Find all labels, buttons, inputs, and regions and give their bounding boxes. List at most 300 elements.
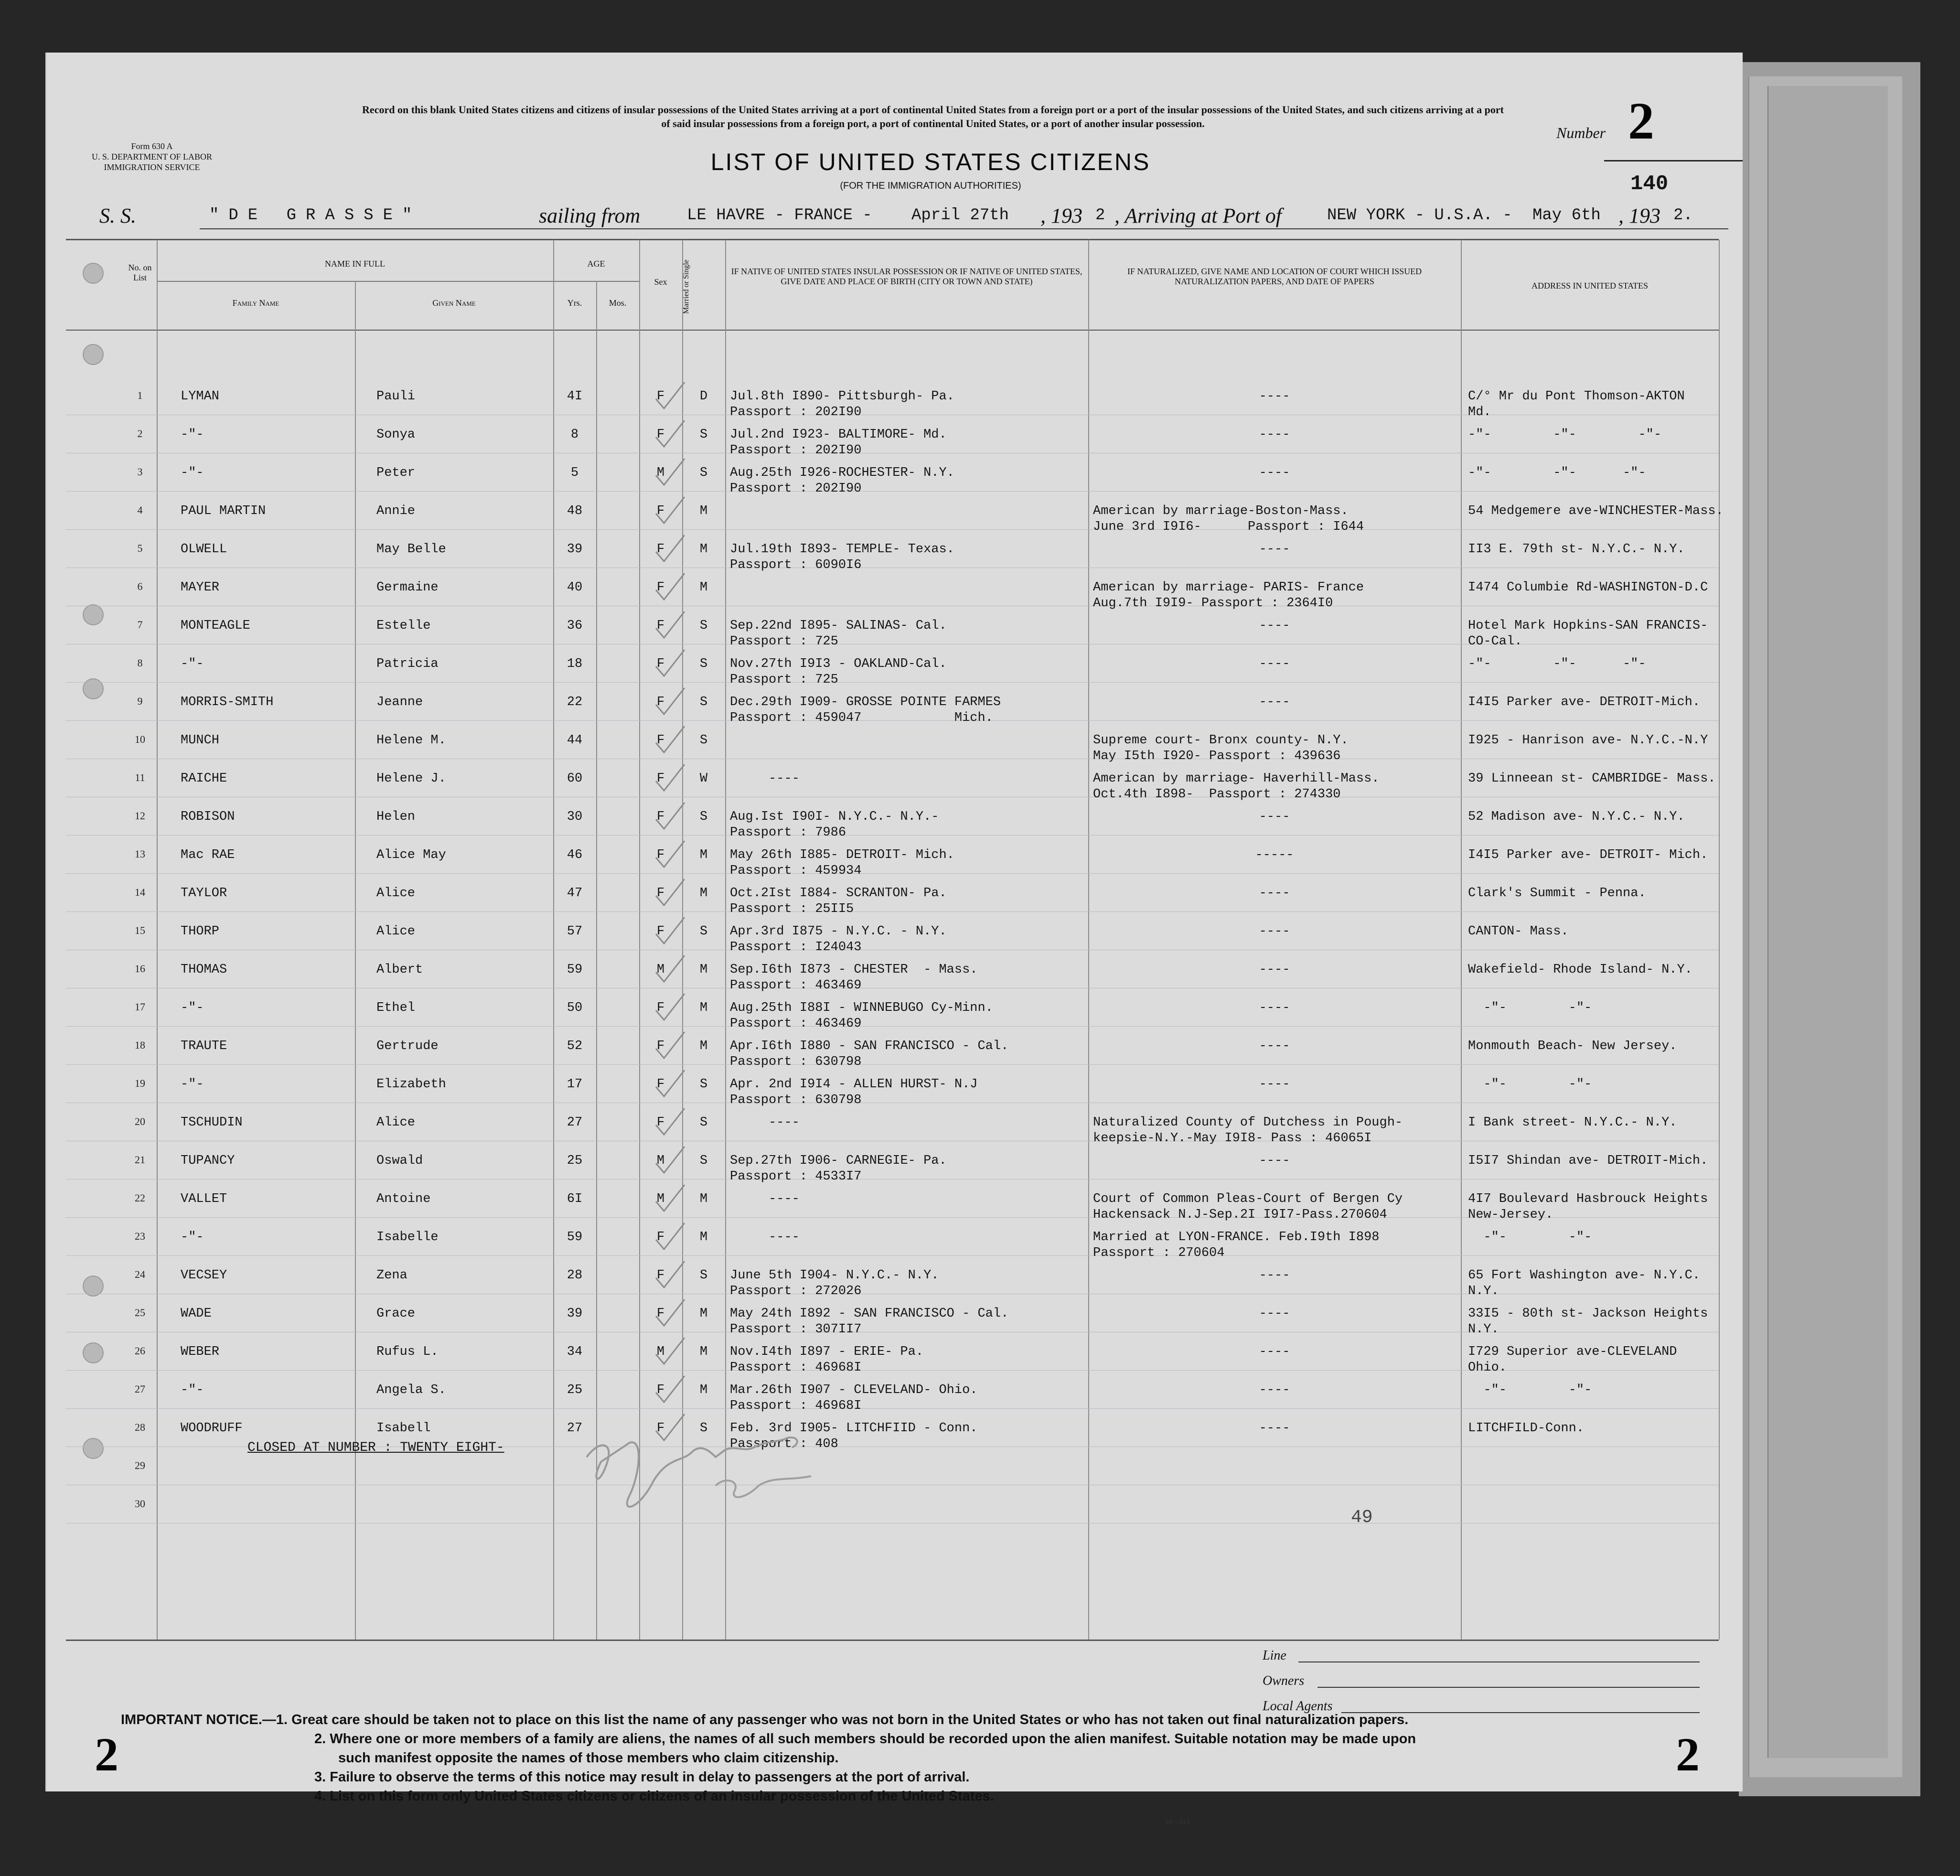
address-2: N.Y.: [1468, 1284, 1499, 1298]
check-mark-icon: [653, 611, 687, 640]
table-top-rule: [66, 239, 1719, 240]
age-years: 17: [567, 1077, 583, 1092]
marital-status: S: [699, 1115, 708, 1130]
naturalization-info: American by marriage-Boston-Mass.: [1093, 504, 1349, 518]
family-name: WEBER: [181, 1345, 220, 1359]
passport-info: Passport : 725: [730, 673, 838, 687]
notice-2a: 2. Where one or more members of a family are aliens, the names of all such members should be recorded upon the alien manifest. Suitable notation may be made upon: [314, 1731, 1416, 1747]
passport-info: Passport : 630798: [730, 1055, 862, 1069]
age-years: 44: [567, 733, 583, 748]
family-name: -"-: [181, 1077, 204, 1092]
passport-info: Passport : 7986: [730, 825, 846, 840]
family-name: OLWELL: [181, 542, 227, 557]
check-mark-icon: [653, 764, 687, 793]
birth-info: Nov.I4th I897 - ERIE- Pa.: [730, 1345, 924, 1359]
row-rule: [66, 873, 1719, 874]
punch-hole: [83, 1342, 104, 1363]
row-number: 14: [135, 886, 145, 898]
family-name: TUPANCY: [181, 1154, 235, 1168]
marital-status: S: [699, 733, 708, 748]
age-years: 27: [567, 1115, 583, 1130]
check-mark-icon: [653, 1338, 687, 1366]
marital-status: S: [699, 657, 708, 671]
naturalization-info: ----: [1259, 542, 1290, 557]
row-number: 25: [135, 1307, 145, 1319]
row-number: 4: [137, 504, 143, 516]
check-mark-icon: [653, 1032, 687, 1061]
sex: M: [656, 1154, 665, 1168]
check-mark-icon: [653, 1185, 687, 1213]
address: CANTON- Mass.: [1468, 924, 1569, 939]
punch-hole: [83, 678, 104, 699]
marital-status: S: [699, 428, 708, 442]
sex: F: [656, 1268, 665, 1283]
given-name: Helene M.: [376, 733, 446, 748]
row-number: 7: [137, 619, 143, 631]
age-years: 4I: [567, 389, 583, 404]
sex: F: [656, 619, 665, 633]
row-number: 5: [137, 542, 143, 554]
address-2: Md.: [1468, 405, 1491, 419]
number-underline: [1604, 160, 1743, 161]
col-divider: [355, 281, 356, 1640]
col-divider: [1719, 240, 1720, 1640]
page-stack-edge: [1767, 86, 1888, 1758]
sex: F: [656, 1307, 665, 1321]
department: U. S. DEPARTMENT OF LABOR: [92, 152, 212, 161]
footer-rule: [66, 1640, 1719, 1641]
sex: F: [656, 1115, 665, 1130]
naturalization-info: ----: [1259, 695, 1290, 709]
row-number: 29: [135, 1459, 145, 1471]
ss-label: S. S.: [99, 204, 136, 227]
sex: F: [656, 504, 665, 518]
birth-info: Nov.27th I9I3 - OAKLAND-Cal.: [730, 657, 947, 671]
check-mark-icon: [653, 420, 687, 449]
marital-status: D: [699, 389, 708, 404]
naturalization-info: ----: [1259, 1077, 1290, 1092]
given-name: Oswald: [376, 1154, 423, 1168]
form-number: Form 630 A: [131, 141, 173, 151]
passport-info: Passport : 202I90: [730, 443, 862, 458]
col-divider: [1461, 240, 1462, 1640]
naturalization-info: Married at LYON-FRANCE. Feb.I9th I898: [1093, 1230, 1380, 1244]
marital-status: S: [699, 695, 708, 709]
given-name: Antoine: [376, 1192, 431, 1206]
row-number: 15: [135, 924, 145, 936]
sex: F: [656, 1077, 665, 1092]
birth-info: Mar.26th I907 - CLEVELAND- Ohio.: [730, 1383, 978, 1397]
col-head-birth: IF NATIVE OF UNITED STATES INSULAR POSSESSION OR IF NATIVE OF UNITED STATES, GIVE DATE AND PLACE OF BIRTH (CITY OR TOWN AND STATE): [731, 267, 1082, 286]
col-head-married: Married or Single: [682, 259, 690, 314]
age-years: 59: [567, 963, 583, 977]
address: I5I7 Shindan ave- DETROIT-Mich.: [1468, 1154, 1708, 1168]
notice-3: 3. Failure to observe the terms of this notice may result in delay to passengers at the port of arrival.: [314, 1769, 970, 1785]
birth-info: Feb. 3rd I905- LITCHFIID - Conn.: [730, 1421, 978, 1436]
naturalization-info: ----: [1259, 1154, 1290, 1168]
row-number: 23: [135, 1230, 145, 1242]
naturalization-date: May I5th I920- Passport : 439636: [1093, 749, 1341, 763]
address: C/° Mr du Pont Thomson-AKTON: [1468, 389, 1685, 404]
address: 33I5 - 80th st- Jackson Heights: [1468, 1307, 1708, 1321]
naturalization-info: ----: [1259, 657, 1290, 671]
birth-info: Oct.2Ist I884- SCRANTON- Pa.: [730, 886, 947, 900]
row-rule: [66, 1408, 1719, 1409]
sex: M: [656, 1192, 665, 1206]
given-name: Alice: [376, 924, 416, 939]
family-name: MORRIS-SMITH: [181, 695, 274, 709]
agents-label: Local Agents: [1263, 1699, 1333, 1714]
marital-status: M: [699, 886, 708, 900]
sex: F: [656, 389, 665, 404]
passport-info: Passport : 25II5: [730, 902, 854, 916]
passport-info: Passport : 725: [730, 634, 838, 649]
age-years: 48: [567, 504, 583, 518]
naturalization-info: Court of Common Pleas-Court of Bergen Cy: [1093, 1192, 1403, 1206]
naturalization-info: ----: [1259, 1345, 1290, 1359]
birth-info: ----: [730, 1230, 800, 1244]
marital-status: M: [699, 504, 708, 518]
age-years: 57: [567, 924, 583, 939]
marital-status: S: [699, 924, 708, 939]
family-name: -"-: [181, 657, 204, 671]
given-name: Estelle: [376, 619, 431, 633]
birth-info: Sep.27th I906- CARNEGIE- Pa.: [730, 1154, 947, 1168]
notice-1: —1. Great care should be taken not to place on this list the name of any passenger who was not born in the United States or who has not taken out final naturalization papers.: [262, 1712, 1409, 1727]
given-name: Gertrude: [376, 1039, 439, 1053]
given-name: Peter: [376, 466, 416, 480]
sex: F: [656, 428, 665, 442]
sex: F: [656, 1383, 665, 1397]
col-head-given: Given Name: [432, 298, 476, 308]
row-number: 27: [135, 1383, 145, 1395]
address: II3 E. 79th st- N.Y.C.- N.Y.: [1468, 542, 1685, 557]
check-mark-icon: [653, 1376, 687, 1404]
check-mark-icon: [653, 803, 687, 831]
marital-status: S: [699, 1268, 708, 1283]
naturalization-info: ----: [1259, 428, 1290, 442]
birth-info: Jul.2nd I923- BALTIMORE- Md.: [730, 428, 947, 442]
address-2: N.Y.: [1468, 1322, 1499, 1337]
page-title: LIST OF UNITED STATES CITIZENS: [710, 149, 1151, 175]
family-name: MONTEAGLE: [181, 619, 250, 633]
check-mark-icon: [653, 573, 687, 602]
marital-status: M: [699, 1383, 708, 1397]
naturalization-info: ----: [1259, 1307, 1290, 1321]
birth-info: ----: [730, 1115, 800, 1130]
row-number: 16: [135, 963, 145, 975]
given-name: May Belle: [376, 542, 446, 557]
year-prefix-2: , 193: [1618, 204, 1660, 227]
address: Wakefield- Rhode Island- N.Y.: [1468, 963, 1692, 977]
row-number: 26: [135, 1345, 145, 1357]
family-name: VALLET: [181, 1192, 227, 1206]
given-name: Sonya: [376, 428, 416, 442]
col-head-address: ADDRESS IN UNITED STATES: [1531, 281, 1649, 290]
given-name: Pauli: [376, 389, 416, 404]
row-number: 6: [137, 580, 143, 592]
age-years: 59: [567, 1230, 583, 1244]
sex: F: [656, 1001, 665, 1015]
naturalization-info: ----: [1259, 963, 1290, 977]
owners-label: Owners: [1263, 1673, 1305, 1688]
family-name: Mac RAE: [181, 848, 235, 862]
col-divider: [157, 240, 158, 1640]
punch-hole: [83, 344, 104, 365]
family-name: PAUL MARTIN: [181, 504, 266, 518]
list-number: 2: [1628, 92, 1654, 150]
address: I4I5 Parker ave- DETROIT-Mich.: [1468, 695, 1701, 709]
age-years: 60: [567, 772, 583, 786]
given-name: Elizabeth: [376, 1077, 446, 1092]
given-name: Rufus L.: [376, 1345, 439, 1359]
birth-info: Dec.29th I909- GROSSE POINTE FARMES: [730, 695, 1001, 709]
row-number: 28: [135, 1421, 145, 1433]
line-label: Line: [1263, 1648, 1286, 1663]
sex: M: [656, 1345, 665, 1359]
given-name: Isabell: [376, 1421, 431, 1436]
col-head-naturalized: IF NATURALIZED, GIVE NAME AND LOCATION OF COURT WHICH ISSUED NATURALIZATION PAPERS, AND DATE OF PAPERS: [1127, 267, 1422, 286]
row-number: 24: [135, 1268, 145, 1280]
arrival-date: May 6th: [1532, 206, 1601, 225]
table-header-rule: [66, 330, 1719, 331]
big-number-right: 2: [1676, 1728, 1700, 1781]
row-rule: [66, 835, 1719, 836]
birth-info: ----: [730, 772, 800, 786]
check-mark-icon: [653, 879, 687, 908]
age-years: 52: [567, 1039, 583, 1053]
naturalization-date: keepsie-N.Y.-May I9I8- Pass : 46065I: [1093, 1131, 1372, 1146]
check-mark-icon: [653, 1108, 687, 1137]
address: LITCHFILD-Conn.: [1468, 1421, 1585, 1436]
age-years: 8: [570, 428, 579, 442]
address: I Bank street- N.Y.C.- N.Y.: [1468, 1115, 1677, 1130]
family-name: MAYER: [181, 580, 220, 595]
check-mark-icon: [653, 1223, 687, 1252]
owners-field: [1317, 1687, 1700, 1688]
sex: F: [656, 1039, 665, 1053]
row-number: 18: [135, 1039, 145, 1051]
marital-status: M: [699, 1307, 708, 1321]
manifest-sheet: [45, 53, 1743, 1825]
address: 65 Fort Washington ave- N.Y.C.: [1468, 1268, 1701, 1283]
check-mark-icon: [653, 994, 687, 1022]
passport-info: Passport : 202I90: [730, 482, 862, 496]
marital-status: M: [699, 1345, 708, 1359]
sex: F: [656, 848, 665, 862]
birth-info: Apr. 2nd I9I4 - ALLEN HURST- N.J: [730, 1077, 978, 1092]
naturalization-info: American by marriage- Haverhill-Mass.: [1093, 772, 1380, 786]
naturalization-info: ----: [1259, 1268, 1290, 1283]
given-name: Germaine: [376, 580, 439, 595]
row-number: 20: [135, 1115, 145, 1127]
sex: F: [656, 695, 665, 709]
check-mark-icon: [653, 1261, 687, 1290]
age-years: 25: [567, 1154, 583, 1168]
departure-port: LE HAVRE - FRANCE -: [687, 206, 872, 225]
address: 4I7 Boulevard Hasbrouck Heights: [1468, 1192, 1708, 1206]
family-name: TRAUTE: [181, 1039, 227, 1053]
passport-info: Passport : 4533I7: [730, 1169, 862, 1184]
passport-info: Passport : 46968I: [730, 1399, 862, 1413]
family-name: ROBISON: [181, 810, 235, 824]
passport-info: Passport : 307II7: [730, 1322, 862, 1337]
family-name: WOODRUFF: [181, 1421, 243, 1436]
naturalization-date: Hackensack N.J-Sep.2I I9I7-Pass.270604: [1093, 1208, 1387, 1222]
given-name: Patricia: [376, 657, 439, 671]
marital-status: S: [699, 1077, 708, 1092]
passport-info: Passport : 272026: [730, 1284, 862, 1298]
address: 39 Linneean st- CAMBRIDGE- Mass.: [1468, 772, 1716, 786]
address: -"- -"-: [1468, 1001, 1592, 1015]
row-number: 11: [135, 772, 145, 783]
check-mark-icon: [653, 841, 687, 869]
col-head-yrs: Yrs.: [567, 298, 582, 308]
naturalization-date: June 3rd I9I6- Passport : I644: [1093, 520, 1364, 534]
arrival-port: NEW YORK - U.S.A. -: [1327, 206, 1512, 225]
row-number: 21: [135, 1154, 145, 1166]
family-name: VECSEY: [181, 1268, 227, 1283]
sex: F: [656, 542, 665, 557]
row-rule: [66, 1026, 1719, 1027]
arriving-label: , Arriving at Port of: [1114, 204, 1282, 227]
birth-info: Jul.8th I890- Pittsburgh- Pa.: [730, 389, 954, 404]
age-years: 30: [567, 810, 583, 824]
birth-info: Apr.I6th I880 - SAN FRANCISCO - Cal.: [730, 1039, 1009, 1053]
service: IMMIGRATION SERVICE: [104, 162, 200, 172]
punch-hole: [83, 263, 104, 284]
birth-info: ----: [730, 1192, 800, 1206]
row-rule: [66, 682, 1719, 683]
departure-date: April 27th: [911, 206, 1009, 225]
address-2: CO-Cal.: [1468, 634, 1522, 649]
sex: F: [656, 772, 665, 786]
closed-note: CLOSED AT NUMBER : TWENTY EIGHT-: [247, 1440, 504, 1455]
passport-info: Passport : 459934: [730, 864, 862, 878]
sex: F: [656, 924, 665, 939]
col-head-age: AGE: [587, 259, 605, 268]
family-name: -"-: [181, 1001, 204, 1015]
family-name: RAICHE: [181, 772, 227, 786]
check-mark-icon: [653, 688, 687, 717]
passport-info: Passport : I24043: [730, 940, 862, 954]
pencil-signature: [572, 1424, 907, 1519]
big-number-left: 2: [95, 1728, 118, 1781]
row-number: 19: [135, 1077, 145, 1089]
age-years: 22: [567, 695, 583, 709]
passport-info: Passport : 463469: [730, 1017, 862, 1031]
family-name: -"-: [181, 1383, 204, 1397]
departure-year-digit: 2: [1095, 206, 1105, 225]
naturalization-info: ----: [1259, 619, 1290, 633]
sex: F: [656, 657, 665, 671]
top-notice: Record on this blank United States citizens and citizens of insular possessions of the United States arriving at a port of continental United States from a foreign port or a port of the insular possessions of the United States, and such citizens arriving at a port of said insular possessions from a foreign port, a port of continental United States, or a port of another insular possession.: [362, 104, 1504, 129]
address: Clark's Summit - Penna.: [1468, 886, 1646, 900]
check-mark-icon: [653, 1299, 687, 1328]
age-years: 28: [567, 1268, 583, 1283]
family-name: LYMAN: [181, 389, 220, 404]
row-rule: [66, 491, 1719, 492]
name-subheader-rule: [157, 281, 596, 282]
marital-status: S: [699, 1421, 708, 1436]
address: -"- -"-: [1468, 1230, 1592, 1244]
number-label: Number: [1556, 124, 1606, 141]
col-head-sex: Sex: [654, 277, 667, 287]
family-name: THOMAS: [181, 963, 227, 977]
naturalization-info: ----: [1259, 924, 1290, 939]
check-mark-icon: [653, 650, 687, 678]
sailing-label: sailing from: [539, 204, 641, 227]
marital-status: M: [699, 1039, 708, 1053]
marital-status: M: [699, 1001, 708, 1015]
check-mark-icon: [653, 382, 687, 411]
passport-info: Passport : 202I90: [730, 405, 862, 419]
family-name: MUNCH: [181, 733, 220, 748]
address: Hotel Mark Hopkins-SAN FRANCIS-: [1468, 619, 1708, 633]
check-mark-icon: [653, 535, 687, 564]
check-mark-icon: [653, 1147, 687, 1175]
address: -"- -"- -"-: [1468, 466, 1646, 480]
passport-info: Passport : 408: [730, 1437, 838, 1451]
age-years: 47: [567, 886, 583, 900]
age-years: 27: [567, 1421, 583, 1436]
address: -"- -"-: [1468, 1077, 1592, 1092]
age-years: 34: [567, 1345, 583, 1359]
address: I729 Superior ave-CLEVELAND: [1468, 1345, 1677, 1359]
address: -"- -"- -"-: [1468, 428, 1662, 442]
sex: F: [656, 1230, 665, 1244]
address: I925 - Hanrison ave- N.Y.C.-N.Y: [1468, 733, 1708, 748]
row-number: 22: [135, 1192, 145, 1204]
check-mark-icon: [653, 459, 687, 487]
marital-status: S: [699, 466, 708, 480]
given-name: Grace: [376, 1307, 416, 1321]
given-name: Ethel: [376, 1001, 416, 1015]
age-years: 6I: [567, 1192, 583, 1206]
arrival-year-digit: 2.: [1673, 206, 1693, 225]
given-name: Helene J.: [376, 772, 446, 786]
given-name: Helen: [376, 810, 416, 824]
address: 54 Medgemere ave-WINCHESTER-Mass.: [1468, 504, 1724, 518]
birth-info: May 26th I885- DETROIT- Mich.: [730, 848, 954, 862]
punch-hole: [83, 1438, 104, 1459]
birth-info: May 24th I892 - SAN FRANCISCO - Cal.: [730, 1307, 1009, 1321]
passport-info: Passport : 6090I6: [730, 558, 862, 572]
check-mark-icon: [653, 917, 687, 946]
age-years: 18: [567, 657, 583, 671]
age-years: 46: [567, 848, 583, 862]
sex: M: [656, 963, 665, 977]
birth-info: Jul.19th I893- TEMPLE- Texas.: [730, 542, 954, 557]
page-subtitle: (FOR THE IMMIGRATION AUTHORITIES): [840, 181, 1021, 191]
given-name: Jeanne: [376, 695, 423, 709]
birth-info: June 5th I904- N.Y.C.- N.Y.: [730, 1268, 939, 1283]
passport-info: Passport : 46968I: [730, 1361, 862, 1375]
address: 52 Madison ave- N.Y.C.- N.Y.: [1468, 810, 1685, 824]
given-name: Alice: [376, 886, 416, 900]
row-number: 30: [135, 1498, 145, 1510]
family-name: WADE: [181, 1307, 212, 1321]
naturalization-info: ----: [1259, 1001, 1290, 1015]
row-number: 10: [135, 733, 145, 745]
form-id: [90, 141, 214, 172]
col-head-name: NAME IN FULL: [325, 259, 385, 268]
age-years: 25: [567, 1383, 583, 1397]
naturalization-info: ----: [1259, 389, 1290, 404]
marital-status: S: [699, 810, 708, 824]
marital-status: M: [699, 963, 708, 977]
marital-status: W: [699, 772, 708, 786]
